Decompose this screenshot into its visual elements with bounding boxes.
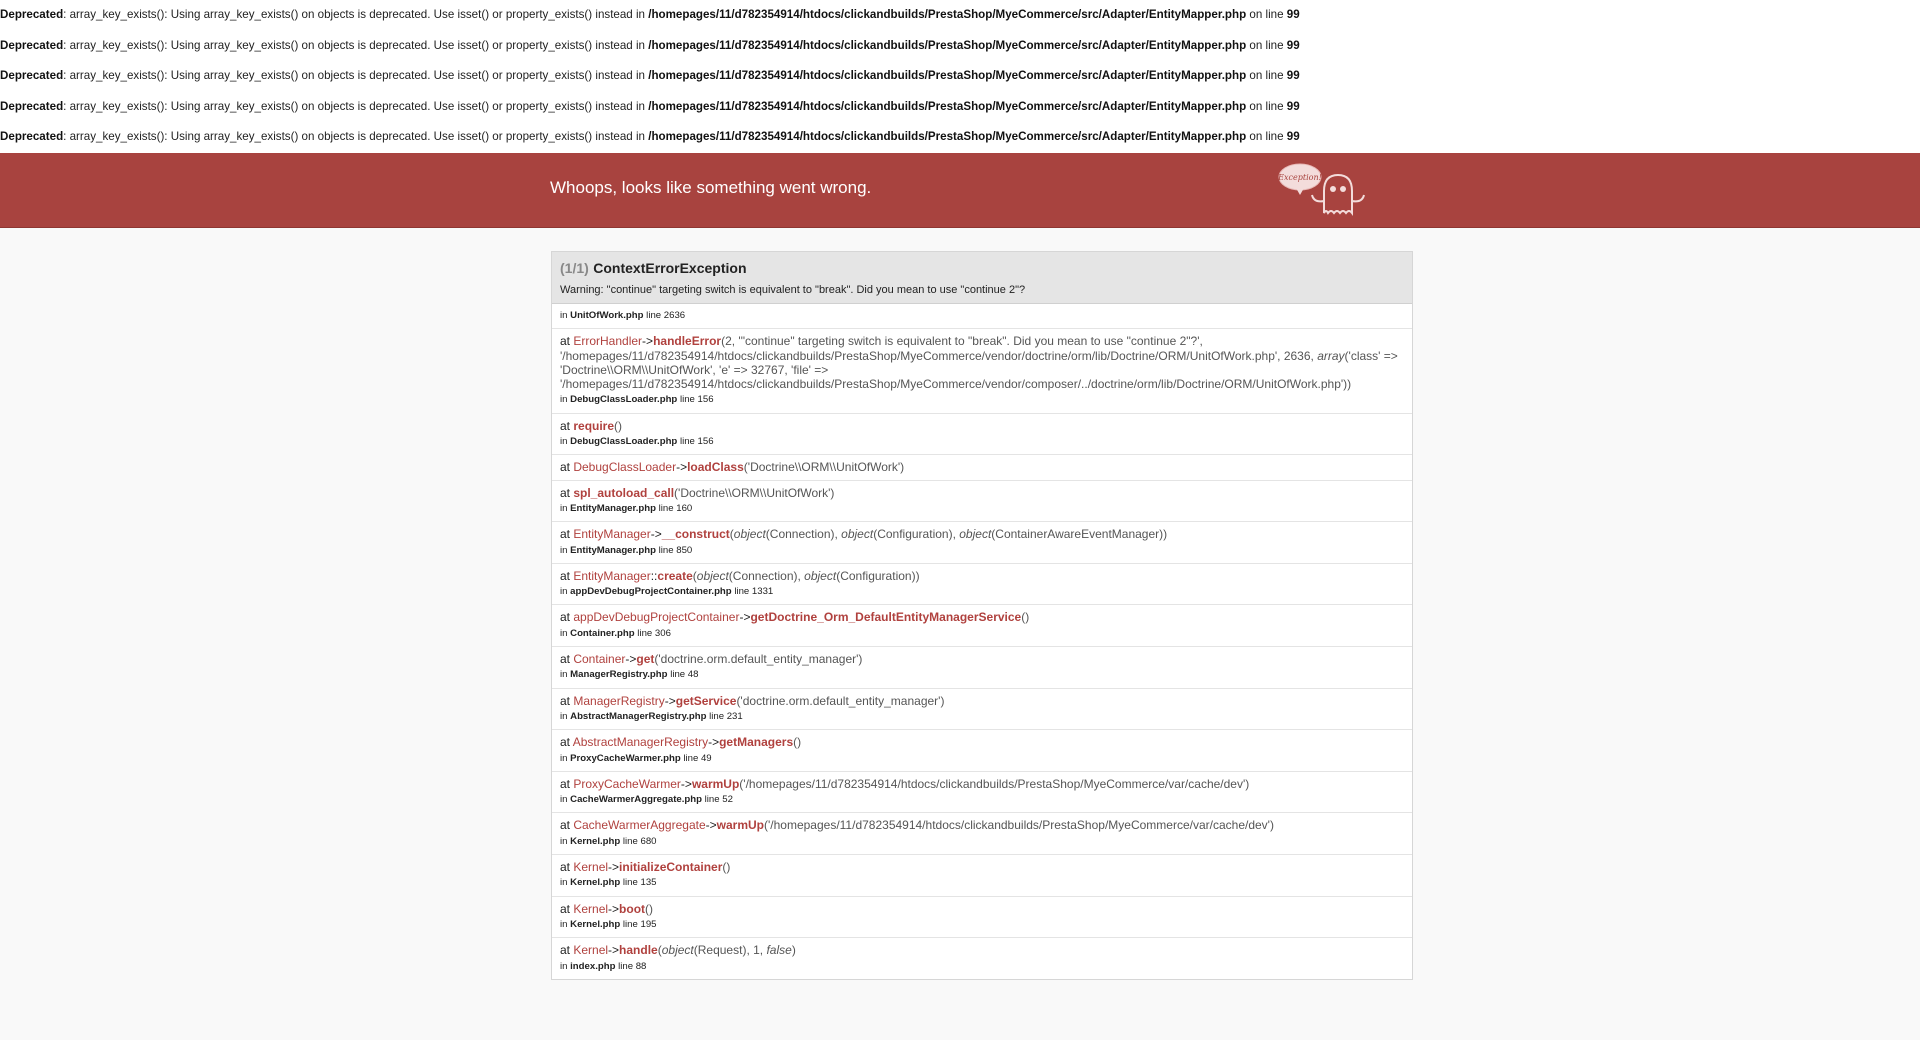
trace-function: handle <box>619 943 658 958</box>
trace-frame: at DebugClassLoader->loadClass('Doctrine\\ORM\\UnitOfWork') <box>552 455 1412 480</box>
trace-function: boot <box>619 901 646 916</box>
trace-function: __construct <box>661 527 730 542</box>
trace-frame: at appDevDebugProjectContainer->getDoctrine_Orm_DefaultEntityManagerService() in Container.php line 306 <box>552 605 1412 647</box>
trace-location: in ManagerRegistry.php line 48 <box>560 669 699 681</box>
stack-trace-panel <box>551 251 1413 980</box>
trace-function: warmUp <box>691 776 740 791</box>
trace-frame: at ProxyCacheWarmer->warmUp('/homepages/11/d782354914/htdocs/clickandbuilds/PrestaShop/MyeCommerce/var/cache/dev') in CacheWarmerAggregate.php line 52 <box>552 772 1412 814</box>
trace-location: in DebugClassLoader.php line 156 <box>560 436 714 448</box>
trace-location: in EntityManager.php line 160 <box>560 502 693 514</box>
trace-function: initializeContainer <box>619 860 723 875</box>
trace-class-link[interactable]: ProxyCacheWarmer <box>573 776 681 791</box>
trace-location: in Kernel.php line 195 <box>560 918 657 930</box>
trace-frame: at AbstractManagerRegistry->getManagers() in ProxyCacheWarmer.php line 49 <box>552 730 1412 772</box>
exception-counter: (1/1) <box>560 260 589 276</box>
trace-frame: at spl_autoload_call('Doctrine\\ORM\\UnitOfWork') in EntityManager.php line 160 <box>552 481 1412 523</box>
trace-frame: at Kernel->handle(object(Request), 1, false) in index.php line 88 <box>552 938 1412 979</box>
trace-origin-location: in UnitOfWork.php line 2636 <box>560 310 686 321</box>
trace-origin <box>552 304 1412 329</box>
trace-function: spl_autoload_call <box>573 485 675 500</box>
ghost-bubble-text: Exception! <box>1278 173 1322 182</box>
trace-location: in appDevDebugProjectContainer.php line 1331 <box>560 586 774 598</box>
trace-function: getManagers <box>719 735 794 750</box>
trace-function: loadClass <box>687 460 744 475</box>
trace-location: in CacheWarmerAggregate.php line 52 <box>560 794 733 806</box>
trace-location: in Container.php line 306 <box>560 627 671 639</box>
error-banner <box>0 153 1920 228</box>
trace-class-link[interactable]: Kernel <box>573 901 609 916</box>
trace-class-link[interactable]: ManagerRegistry <box>573 693 665 708</box>
trace-class-link[interactable]: EntityManager <box>573 527 651 542</box>
trace-frames <box>552 329 1412 979</box>
trace-frame: at EntityManager::create(object(Connection), object(Configuration)) in appDevDebugProjectContainer.php line 1331 <box>552 564 1412 606</box>
deprecation-line: Deprecated: array_key_exists(): Using array_key_exists() on objects is deprecated. Use isset() or property_exists() instead in /homepages/11/d782354914/htdocs/clickandbuilds/PrestaShop/MyeCommerce/src/Adapter/EntityMapper.php on line 99 <box>0 69 1300 82</box>
trace-frame: at ErrorHandler->handleError(2, '"continue" targeting switch is equivalent to "break". Did you mean to use "continue 2"?', '/homepages/11/d782354914/htdocs/clickandbuilds/PrestaShop/MyeCommerce/vendor/doctrine/orm/lib/Doctrine/ORM/UnitOfWork.php', 2636, array('class' => 'Doctrine\\ORM\\UnitOfWork', 'e' => 32767, 'file' => '/homepages/11/d782354914/htdocs/clickandbuilds/PrestaShop/MyeCommerce/vendor/composer/../doctrine/orm/lib/Doctrine/ORM/UnitOfWork.php')) in DebugClassLoader.php line 156 <box>552 329 1412 413</box>
trace-frame: at Container->get('doctrine.orm.default_entity_manager') in ManagerRegistry.php line 48 <box>552 647 1412 689</box>
banner-title: Whoops, looks like something went wrong. <box>550 178 872 197</box>
trace-function: warmUp <box>716 818 764 833</box>
trace-function: getDoctrine_Orm_DefaultEntityManagerService <box>750 610 1022 625</box>
trace-class-link[interactable]: Kernel <box>573 943 609 958</box>
trace-function: handleError <box>653 334 722 349</box>
trace-class-link[interactable]: ErrorHandler <box>573 334 643 349</box>
exception-name: ContextErrorException <box>593 260 747 276</box>
trace-function: getService <box>675 693 737 708</box>
trace-location: in Kernel.php line 680 <box>560 835 657 847</box>
deprecation-line: Deprecated: array_key_exists(): Using array_key_exists() on objects is deprecated. Use isset() or property_exists() instead in /homepages/11/d782354914/htdocs/clickandbuilds/PrestaShop/MyeCommerce/src/Adapter/EntityMapper.php on line 99 <box>0 38 1300 52</box>
trace-function: get <box>636 652 655 667</box>
trace-frame: at CacheWarmerAggregate->warmUp('/homepages/11/d782354914/htdocs/clickandbuilds/PrestaShop/MyeCommerce/var/cache/dev') in Kernel.php line 680 <box>552 813 1412 855</box>
trace-location: in EntityManager.php line 850 <box>560 544 693 556</box>
trace-class-link[interactable]: Kernel <box>573 860 609 875</box>
trace-location: in DebugClassLoader.php line 156 <box>560 394 714 406</box>
deprecation-line: Deprecated: array_key_exists(): Using array_key_exists() on objects is deprecated. Use isset() or property_exists() instead in /homepages/11/d782354914/htdocs/clickandbuilds/PrestaShop/MyeCommerce/src/Adapter/EntityMapper.php on line 99 <box>0 130 1300 143</box>
trace-location: in index.php line 88 <box>560 960 647 972</box>
trace-frame: at Kernel->initializeContainer() in Kernel.php line 135 <box>552 855 1412 897</box>
trace-class-link[interactable]: CacheWarmerAggregate <box>573 818 706 833</box>
trace-function: require <box>573 418 615 433</box>
deprecation-line: Deprecated: array_key_exists(): Using array_key_exists() on objects is deprecated. Use isset() or property_exists() instead in /homepages/11/d782354914/htdocs/clickandbuilds/PrestaShop/MyeCommerce/src/Adapter/EntityMapper.php on line 99 <box>0 99 1300 113</box>
trace-frame: at EntityManager->__construct(object(Connection), object(Configuration), object(ContainerAwareEventManager)) in EntityManager.php line 850 <box>552 522 1412 564</box>
trace-class-link[interactable]: EntityManager <box>573 568 651 583</box>
trace-class-link[interactable]: appDevDebugProjectContainer <box>573 610 740 625</box>
deprecation-notices <box>0 0 1920 153</box>
trace-class-link[interactable]: AbstractManagerRegistry <box>572 735 709 750</box>
exception-message: Warning: "continue" targeting switch is equivalent to "break". Did you mean to use "continue 2"? <box>560 284 1026 296</box>
ghost-exception-icon <box>1278 161 1370 223</box>
deprecation-line: Deprecated: array_key_exists(): Using array_key_exists() on objects is deprecated. Use isset() or property_exists() instead in /homepages/11/d782354914/htdocs/clickandbuilds/PrestaShop/MyeCommerce/src/Adapter/EntityMapper.php on line 99 <box>0 8 1300 21</box>
trace-frame: at Kernel->boot() in Kernel.php line 195 <box>552 897 1412 939</box>
trace-class-link[interactable]: Container <box>573 652 626 667</box>
exception-header <box>552 252 1412 304</box>
trace-location: in AbstractManagerRegistry.php line 231 <box>560 710 743 722</box>
trace-frame: at ManagerRegistry->getService('doctrine.orm.default_entity_manager') in AbstractManagerRegistry.php line 231 <box>552 689 1412 731</box>
trace-frame: at require() in DebugClassLoader.php line 156 <box>552 414 1412 456</box>
trace-location: in ProxyCacheWarmer.php line 49 <box>560 752 712 764</box>
trace-location: in Kernel.php line 135 <box>560 877 657 889</box>
trace-class-link[interactable]: DebugClassLoader <box>573 460 677 475</box>
trace-function: create <box>657 568 693 583</box>
